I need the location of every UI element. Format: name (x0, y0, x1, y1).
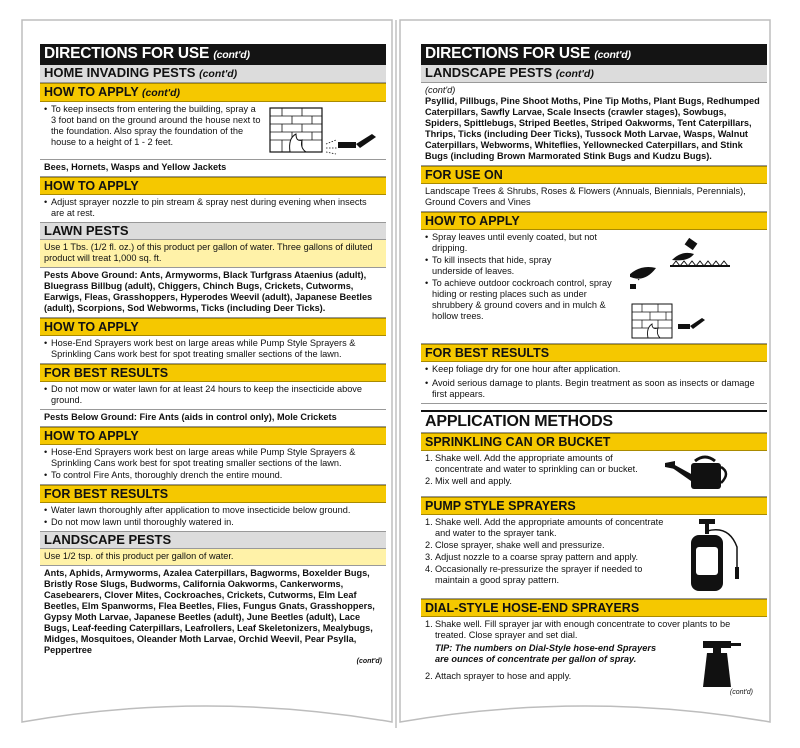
application-methods-heading: APPLICATION METHODS (421, 410, 767, 433)
pump-block (421, 515, 767, 599)
left-title: DIRECTIONS FOR USE (cont'd) (40, 44, 386, 65)
fire-ants-text: • To control Fire Ants, thoroughly drench the entire mound. (44, 470, 382, 481)
nest-text: • Adjust sprayer nozzle to pin stream & spray nest during evening when insects are at rest. (44, 197, 382, 219)
pests-above-ground: Pests Above Ground: Ants, Armyworms, Black Turfgrass Ataenius (adult), Bluegrass Billbug (adult), Chiggers, Chinch Bugs, Crickets, Cutworms, Earwigs, Fleas, Grasshoppers, Hyperodes Weevil (adult), Japanese Beetles (adult), Scorpions, Sod Webworms, Ticks (including Deer Ticks). (40, 268, 386, 318)
no-mow-text-2: • Do not mow lawn until thoroughly watered in. (44, 517, 382, 528)
for-use-on-heading: FOR USE ON (421, 166, 767, 184)
right-cont-note: (cont'd) (729, 689, 753, 696)
right-best-results-block (421, 362, 767, 404)
pump-step-1: 1. Shake well. Add the appropriate amounts of concentrate and water to the sprayer tank. (425, 517, 664, 538)
water-lawn-text: • Water lawn thoroughly after application to move insecticide below ground. (44, 505, 382, 516)
right-title: DIRECTIONS FOR USE (cont'd) (421, 44, 767, 65)
home-pests-heading: HOME INVADING PESTS (cont'd) (40, 65, 386, 83)
how-to-apply-heading-4: HOW TO APPLY (40, 427, 386, 445)
dial-tip: TIP: The numbers on Dial-Style hose-end Sprayers are ounces of concentrate per gallon of spray. (435, 643, 657, 664)
hose-end-block-1 (40, 336, 386, 364)
dial-block (421, 617, 767, 697)
sprinkling-step-2: 2. Mix well and apply. (425, 476, 512, 486)
lawn-rate: Use 1 Tbs. (1/2 fl. oz.) of this product per gallon of water. Three gallons of diluted product will treat 1,000 sq. ft. (40, 240, 386, 268)
hose-end-text-1: • Hose-End Sprayers work best on large areas while Pump Style Sprayers & Sprinkling Cans work best for spot treating smaller sections of the lawn. (44, 338, 382, 360)
water-lawn-block (40, 503, 386, 532)
how-to-apply-heading-1: HOW TO APPLY (cont'd) (40, 83, 386, 102)
foundation-text: • To keep insects from entering the building, spray a 3 foot band on the ground around the house next to the foundation. Also spray the foundation of the house to a height of 1 - 2 feet. (44, 104, 262, 156)
right-cont-label: (cont'd) (425, 85, 456, 95)
best-results-heading-2: FOR BEST RESULTS (40, 485, 386, 503)
pump-step-4: 4. Occasionally re-pressurize the sprayer if needed to maintain a good spray pattern. (425, 564, 643, 585)
right-apply-block (421, 230, 767, 344)
pests-below-ground: Pests Below Ground: Fire Ants (aids in control only), Mole Crickets (40, 410, 386, 427)
landscape-pests-heading: LANDSCAPE PESTS (40, 532, 386, 549)
use-on-text: Landscape Trees & Shrubs, Roses & Flowers (Annuals, Biennials, Perennials), Ground Covers and Vines (421, 184, 767, 212)
brick-wall-spray-icon (262, 104, 382, 156)
dial-heading: DIAL-STYLE HOSE-END SPRAYERS (421, 599, 767, 617)
no-mow-text-1: • Do not mow or water lawn for at least 24 hours to keep the insecticide above ground. (44, 384, 382, 406)
spray-leaves-text: • Spray leaves until evenly coated, but not dripping. (425, 232, 630, 254)
right-panel (421, 44, 767, 697)
foliage-dry-text: • Keep foliage dry for one hour after application. (425, 364, 763, 375)
sprinkling-heading: SPRINKLING CAN OR BUCKET (421, 433, 767, 451)
hose-end-block-2 (40, 445, 386, 485)
pump-sprayer-icon (677, 517, 757, 595)
hose-end-sprayer-icon (661, 641, 761, 691)
avoid-damage-text: • Avoid serious damage to plants. Begin treatment as soon as insects or damage first appears. (425, 378, 763, 400)
pump-step-2: 2. Close sprayer, shake well and pressurize. (425, 540, 605, 550)
right-best-results-heading: FOR BEST RESULTS (421, 344, 767, 362)
nest-block (40, 195, 386, 223)
pump-heading: PUMP STYLE SPRAYERS (421, 497, 767, 515)
how-to-apply-heading-2: HOW TO APPLY (40, 177, 386, 195)
hose-end-text-2: • Hose-End Sprayers work best on large areas while Pump Style Sprayers & Sprinkling Cans work best for spot treating smaller sections of the lawn. (44, 447, 382, 469)
no-mow-block-1 (40, 382, 386, 410)
how-to-apply-heading-3: HOW TO APPLY (40, 318, 386, 336)
landscape-pest-list: Ants, Aphids, Armyworms, Azalea Caterpillars, Bagworms, Boxelder Bugs, Bristly Rose Slugs, Budworms, California Oakworms, Cankerworms, Casebearers, Clover Mites, Cockroaches, Crickets, Cutworms, Elm Leaf Beetles, Elm Spanworms, Flea Beetles, Flies, Fungus Gnats, Grasshoppers, Gypsy Moth Larvae, Japanese Beetles (adult), June Beetles (adult), Lace Bugs, Leaf-feeding Caterpillars, Leafrollers, Leaf Skeletonizers, Mealybugs, Midges, Mosquitoes, Oleander Moth Larvae, Orchid Weevil, Pear Psylla, Peppertree (cont'd) (40, 566, 386, 670)
dial-step-1: 1. Shake well. Fill sprayer jar with enough concentrate to cover plants to be treated. Close sprayer and set dial. (425, 619, 731, 640)
lawn-pests-heading: LAWN PESTS (40, 223, 386, 240)
landscape-rate: Use 1/2 tsp. of this product per gallon of water. (40, 549, 386, 566)
left-cont-note: (cont'd) (356, 658, 382, 665)
cockroach-text: • To achieve outdoor cockroach control, spray hiding or resting places such as under shrubbery & ground covers and in mulch & hollow trees. (425, 278, 630, 322)
left-panel (40, 44, 386, 670)
sprinkling-step-1: 1. Shake well. Add the appropriate amounts of concentrate and water to sprinkling can or bucket. (425, 453, 638, 474)
bees-line: Bees, Hornets, Wasps and Yellow Jackets (40, 160, 386, 177)
underside-text: • To kill insects that hide, spray underside of leaves. (425, 255, 552, 277)
foundation-block (40, 102, 386, 160)
right-how-to-apply-heading: HOW TO APPLY (421, 212, 767, 230)
right-landscape-list: (cont'd) Psyllid, Pillbugs, Pine Shoot Moths, Pine Tip Moths, Plant Bugs, Redhumped Caterpillars, Sawfly Larvae, Scale Insects (crawler stages), Sowbugs, Spiders, Spittlebugs, Striped Beetles, Striped Oakworms, Tent Caterpillars, Thrips, Ticks (including Deer Ticks), Tussock Moth Larvae, Wasps, Walnut Caterpillars, Webworms, Whiteflies, Yellownecked Caterpillars, and Stink Bugs (including Brown Marmorated Stink Bugs and Kudzu Bugs). (421, 83, 767, 166)
leaf-spray-icon (630, 232, 760, 340)
watering-can-icon (661, 453, 751, 493)
pump-step-3: 3. Adjust nozzle to a coarse spray pattern and apply. (425, 552, 639, 562)
sprinkling-block (421, 451, 767, 497)
best-results-heading-1: FOR BEST RESULTS (40, 364, 386, 382)
right-landscape-heading: LANDSCAPE PESTS (cont'd) (421, 65, 767, 83)
dial-step-2: 2. Attach sprayer to hose and apply. (425, 671, 572, 681)
